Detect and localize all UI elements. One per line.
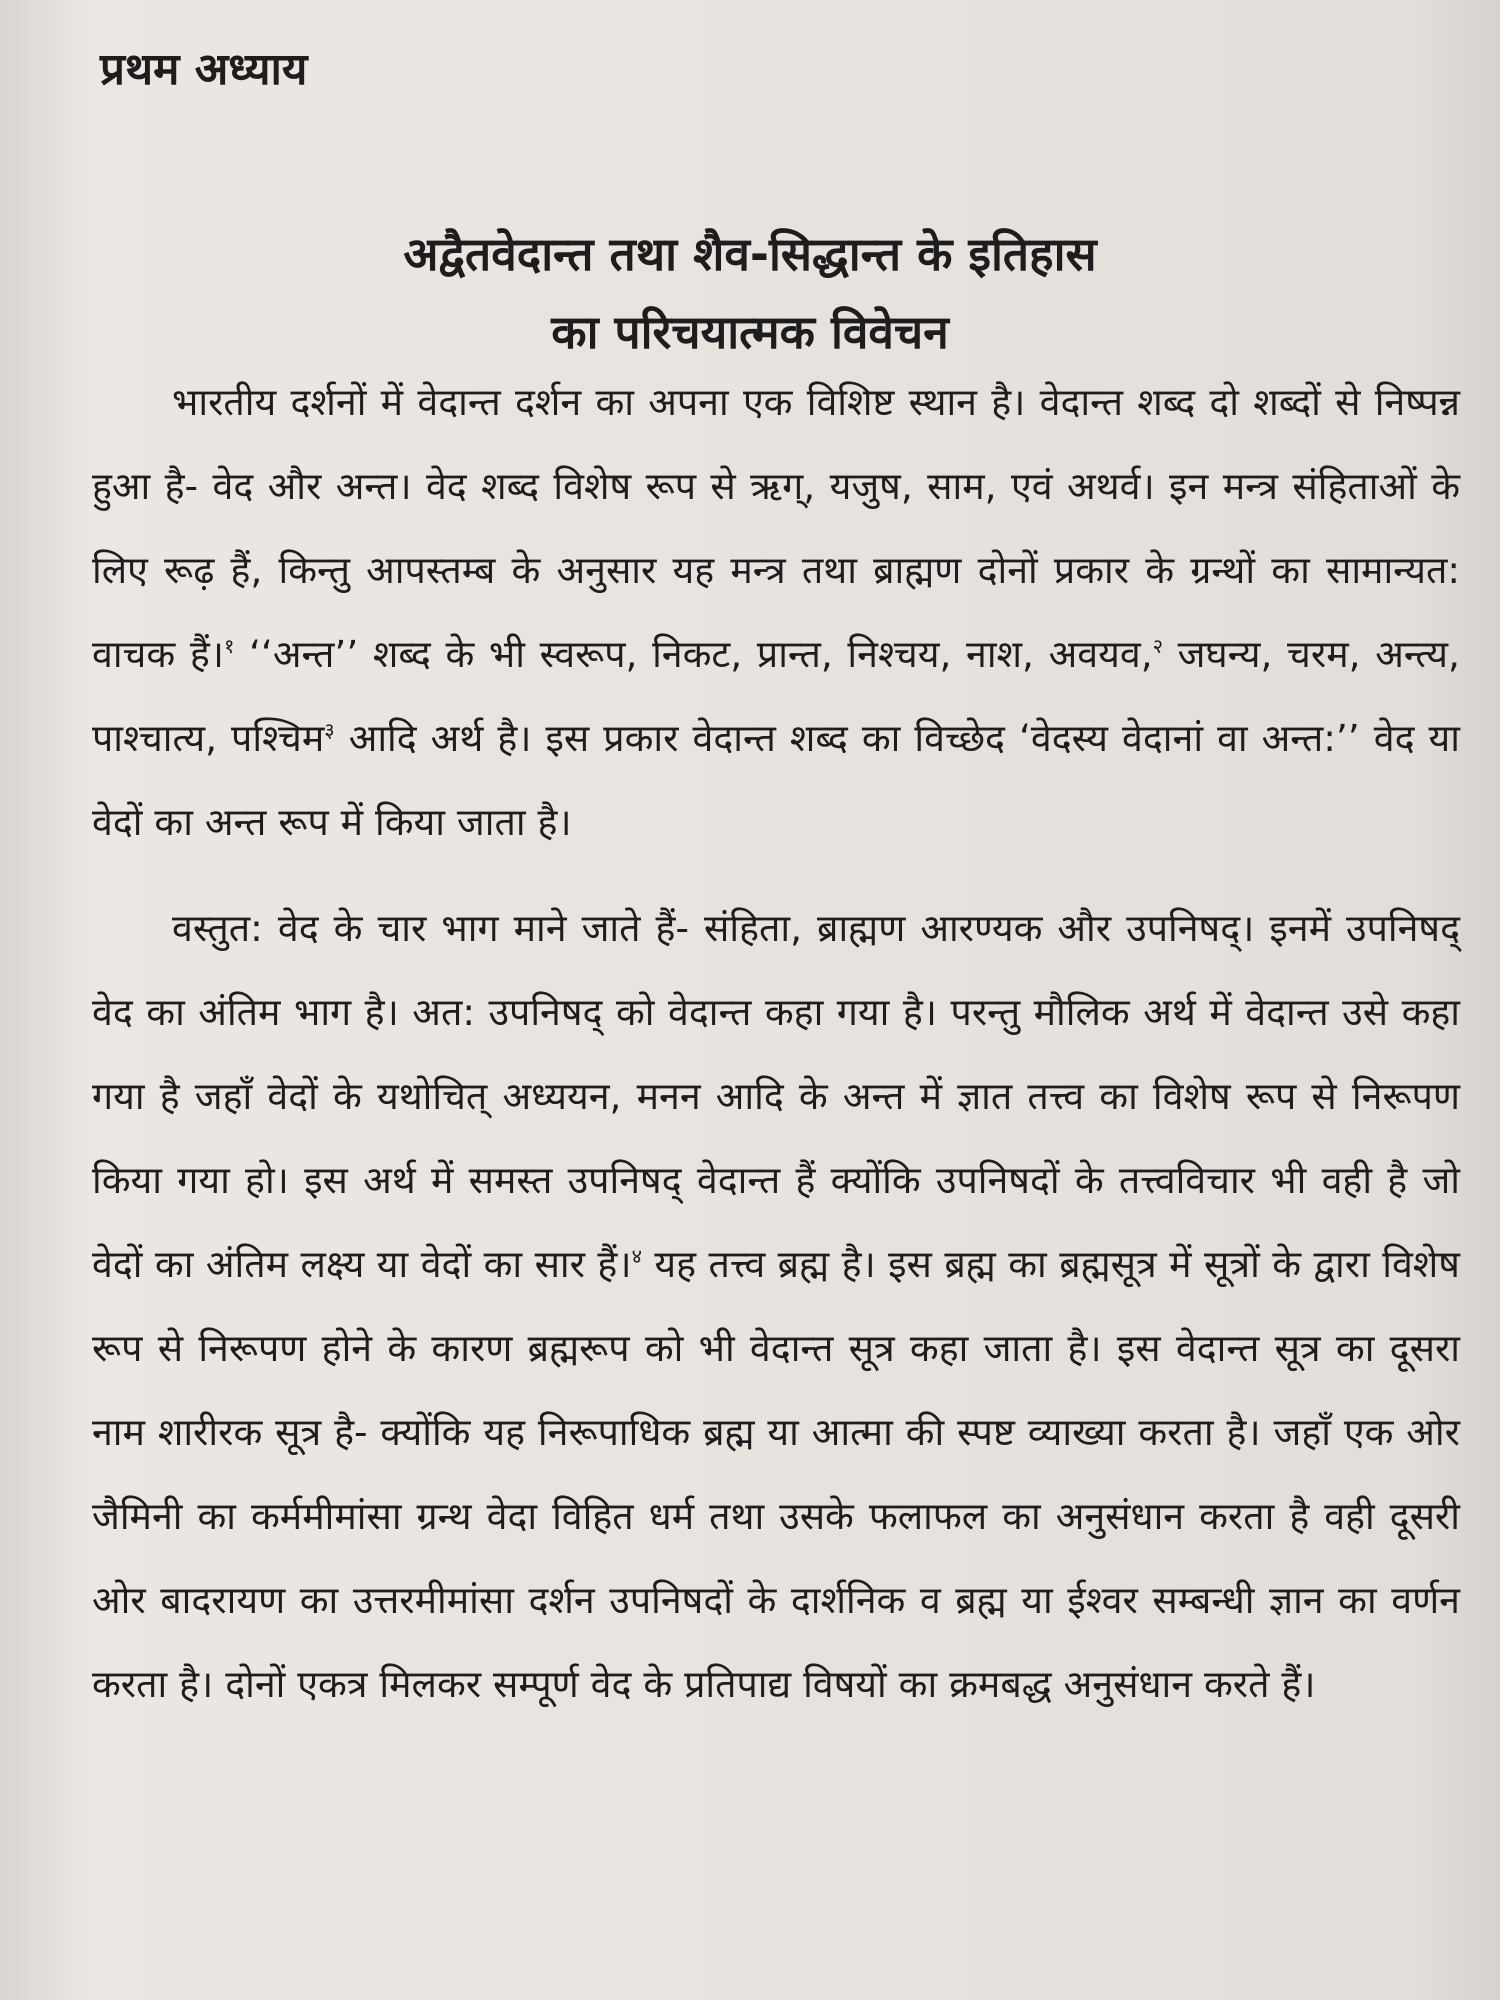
- paragraph-text: आदि अर्थ है। इस प्रकार वेदान्त शब्द का विच्छेद ‘वेदस्य वेदानां वा अन्त:’’ वेद या वेदों का अन्त रूप में किया जाता है।: [92, 716, 1460, 844]
- footnote-marker-1: १: [223, 634, 235, 658]
- chapter-title-line-2: का परिचयात्मक विवेचन: [551, 305, 949, 359]
- body-text: [92, 360, 1460, 1726]
- paragraph-text: ‘‘अन्त’’ शब्द के भी स्वरूप, निकट, प्रान्त, निश्चय, नाश, अवयव,: [234, 632, 1153, 676]
- chapter-label: प्रथम अध्याय: [100, 44, 308, 95]
- paragraph-2: [92, 886, 1460, 1726]
- paragraph-text: वस्तुत: वेद के चार भाग माने जाते हैं- संहिता, ब्राह्मण आरण्यक और उपनिषद्। इनमें उपनिषद् वेद का अंतिम भाग है। अत: उपनिषद् को वेदान्त कहा गया है। परन्तु मौलिक अर्थ में वेदान्त उसे कहा गया है जहाँ वेदों के यथोचित् अध्ययन, मनन आदि के अन्त में ज्ञात तत्त्व का विशेष रूप से निरूपण किया गया हो। इस अर्थ में समस्त उपनिषद् वेदान्त हैं क्योंकि उपनिषदों के तत्त्वविचार भी वही है जो वेदों का अंतिम लक्ष्य या वेदों का सार हैं।: [92, 906, 1460, 1286]
- footnote-marker-2: २: [1152, 634, 1164, 658]
- paragraph-text: भारतीय दर्शनों में वेदान्त दर्शन का अपना एक विशिष्ट स्थान है। वेदान्त शब्द दो शब्दों से निष्पन्न हुआ है- वेद और अन्त। वेद शब्द विशेष रूप से ऋग्, यजुष, साम, एवं अथर्व। इन मन्त्र संहिताओं के लिए रूढ़ हैं, किन्तु आपस्तम्ब के अनुसार यह मन्त्र तथा ब्राह्मण दोनों प्रकार के ग्रन्थों का सामान्यत: वाचक हैं।: [92, 380, 1460, 676]
- paragraph-text: यह तत्त्व ब्रह्म है। इस ब्रह्म का ब्रह्मसूत्र में सूत्रों के द्वारा विशेष रूप से निरूपण होने के कारण ब्रह्मरूप को भी वेदान्त सूत्र कहा जाता है। इस वेदान्त सूत्र का दूसरा नाम शारीरक सूत्र है- क्योंकि यह निरूपाधिक ब्रह्म या आत्मा की स्पष्ट व्याख्या करता है। जहाँ एक ओर जैमिनी का कर्ममीमांसा ग्रन्थ वेदा विहित धर्म तथा उसके फलाफल का अनुसंधान करता है वही दूसरी ओर बादरायण का उत्तरमीमांसा दर्शन उपनिषदों के दार्शनिक व ब्रह्म या ईश्वर सम्बन्धी ज्ञान का वर्णन करता है। दोनों एकत्र मिलकर सम्पूर्ण वेद के प्रतिपाद्य विषयों का क्रमबद्ध अनुसंधान करते हैं।: [92, 1242, 1460, 1706]
- chapter-title-line-1: अद्वैतवेदान्त तथा शैव-सिद्धान्त के इतिहास: [403, 227, 1097, 281]
- footnote-marker-4: ४: [631, 1244, 642, 1268]
- chapter-title: [0, 215, 1500, 371]
- paragraph-text: जघन्य, चरम, अन्त्य, पाश्चात्य, पश्चिम: [92, 632, 1460, 760]
- paragraph-1: [92, 360, 1460, 864]
- footnote-marker-3: ३: [324, 718, 335, 742]
